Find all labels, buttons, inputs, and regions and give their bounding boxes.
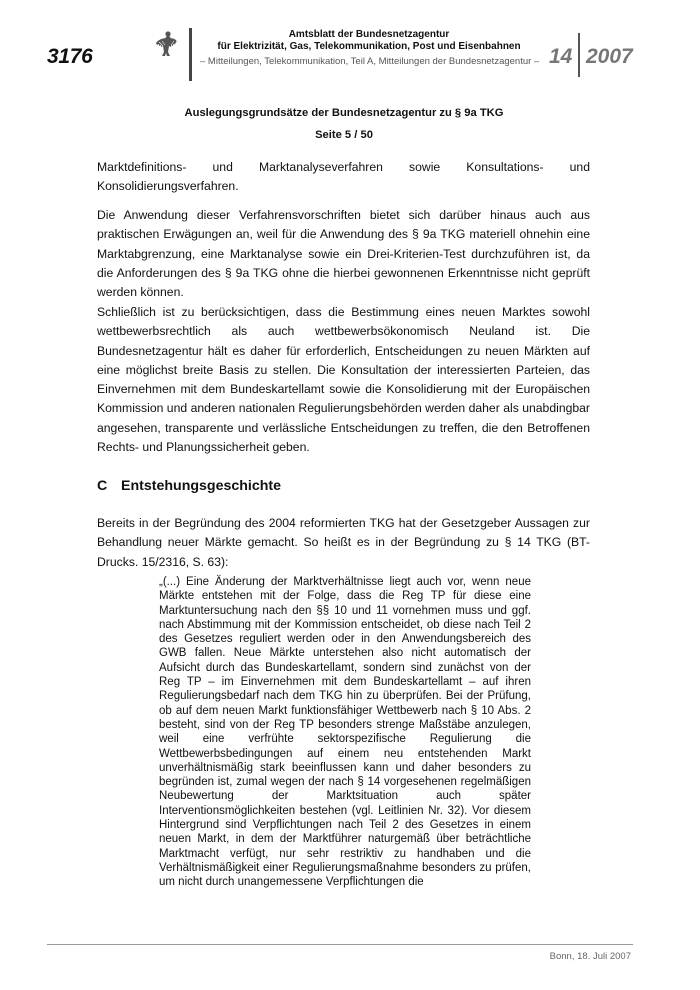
- issue-number: 14: [549, 45, 573, 68]
- publication-subtitle: – Mitteilungen, Telekommunikation, Teil A, Mitteilungen der Bundesnetzagentur –: [200, 56, 540, 67]
- paragraph: Bereits in der Begründung des 2004 reformierten TKG hat der Gesetzgeber Aussagen zur Behandlung neuer Märkte gemacht. So heißt es in der Begründung zu § 14 TKG (BT-Drucks. 15/2316, S. 63):: [97, 516, 590, 569]
- publication-title-line1: Amtsblatt der Bundesnetzagentur: [288, 29, 450, 40]
- block-quote: „(...) Eine Änderung der Marktverhältnisse liegt auch vor, wenn neue Märkte entstehen mit der Folge, dass die Reg TP für diese eine Marktuntersuchung nach den §§ 10 und 11 vornehmen muss und ggf. nach Abstimmung mit der Kommission entscheidet, ob diese nach Teil 2 des Gesetzes reguliert werden oder in den Anwendungsbereich des GWB fallen. Neue Märkte unterstehen also nicht automatisch der Aufsicht durch das Bundeskartellamt, sondern sind zunächst von der Reg TP – im Einvernehmen mit dem Bundeskartellamt – auf ihren Regulierungsbedarf nach dem TKG hin zu überprüfen. Bei der Prüfung, ob auf dem neuen Markt funktionsfähiger Wettbewerb nach § 10 Abs. 2 besteht, sind von der Reg TP besonders strenge Maßstäbe anzulegen, weil eine verfrühte sektorspezifische Regulierung die Wettbewerbsbedingungen auf einem neu entstehenden Markt unverhältnismäßig stark beeinflussen kann und daher besonders zu begründen ist, zumal wegen der nach § 14 vorgesehenen regelmäßigen Neubewertung der Marktsituation auch später Interventionsmöglichkeiten bestehen (vgl. Leitlinien Nr. 32). Vor diesem Hintergrund sind Verpflichtungen nach Teil 2 des Gesetzes in einem neuen Markt, in dem der Marktführer naturgemäß über beträchtliche Marktmacht verfügt, nur sehr restriktiv zu handhaben und die Verhältnismäßigkeit einer Regulierungsmaßnahme besonders zu prüfen, um nicht durch unangemessene Verpflichtungen die: [159, 576, 531, 889]
- publication-title-line2: für Elektrizität, Gas, Telekommunikation, Post und Eisenbahnen: [217, 41, 521, 52]
- page-number: 3176: [47, 45, 93, 68]
- issue-year: 2007: [586, 45, 633, 68]
- document-title: Auslegungsgrundsätze der Bundesnetzagentur zu § 9a TKG: [184, 107, 504, 119]
- document-page-info: Seite 5 / 50: [315, 129, 373, 141]
- publication-title: [200, 29, 538, 53]
- header-divider: [189, 28, 192, 81]
- federal-eagle-icon: [155, 30, 181, 60]
- footer-divider: [47, 944, 633, 945]
- section-letter: C: [97, 478, 108, 494]
- section-heading: [97, 478, 281, 494]
- issue-divider: [578, 33, 580, 77]
- section-title: Entstehungsgeschichte: [121, 478, 282, 494]
- paragraph: Die Anwendung dieser Verfahrensvorschriften bietet sich darüber hinaus auch aus praktischen Erwägungen an, weil für die Anwendung des § 9a TKG materiell ohnehin eine Marktabgrenzung, eine Marktanalyse sowie ein Drei-Kriterien-Test durchzuführen ist, da die Anforderungen des § 9a TKG ohne die hierbei gewonnenen Erkenntnisse nicht geprüft werden können.: [97, 208, 590, 300]
- paragraph: Marktdefinitions- und Marktanalyseverfahren sowie Konsultations- und Konsolidierungsverfahren.: [97, 160, 590, 194]
- paragraph: Schließlich ist zu berücksichtigen, dass die Bestimmung eines neuen Marktes sowohl wettbewerbsrechtlich als auch wettbewerbsökonomisch Neuland ist. Die Bundesnetzagentur hält es daher für erforderlich, Entscheidungen zu neuen Märkten auf eine möglichst breite Basis zu stellen. Die Konsultation der interessierten Parteien, das Einvernehmen mit dem Bundeskartellamt sowie die Konsolidierung mit der Europäischen Kommission und anderen nationalen Regulierungsbehörden werden daher als unabdingbar angesehen, transparente und verlässliche Entscheidungen zu treffen, die den Betroffenen Rechts- und Planungssicherheit geben.: [97, 305, 590, 455]
- footer-date: Bonn, 18. Juli 2007: [549, 951, 631, 962]
